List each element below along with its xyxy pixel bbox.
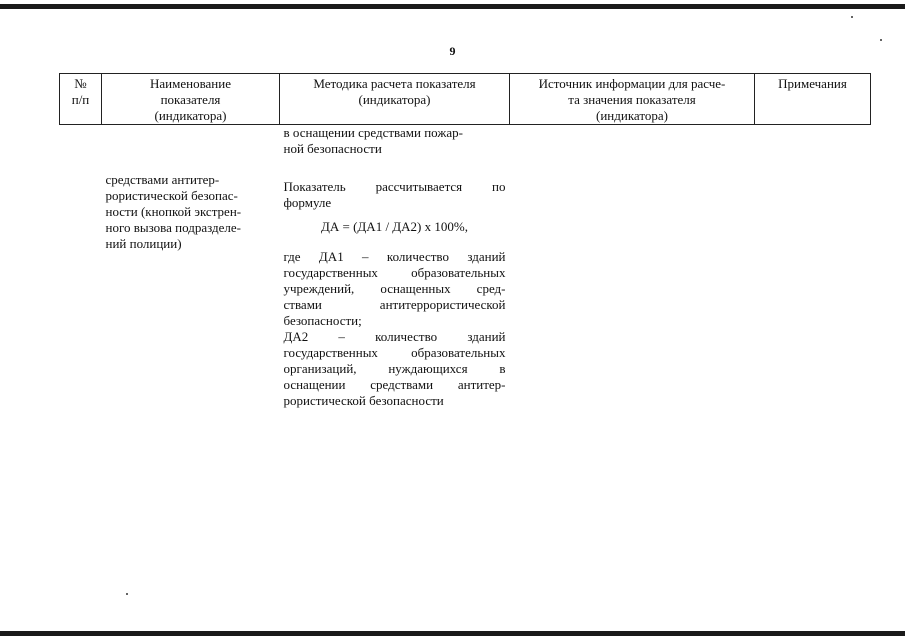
formula: ДА = (ДА1 / ДА2) х 100%, [321,219,468,234]
method-intro-line: Показатель рассчитывается по [283,179,506,194]
method-definition-line: где ДА1 – количество зданий [283,249,506,264]
method-definition-line: государственных образовательных [283,345,506,360]
name-line: ности (кнопкой экстрен- [105,204,242,219]
method-definition-line: ствами антитеррористической [283,297,506,312]
header-source [510,74,755,125]
header-name-line: показателя [160,92,221,107]
method-continuation-line: в оснащении средствами пожар- [283,125,463,140]
header-num [60,74,102,125]
cell-source [510,125,755,410]
header-source-line: та значения показателя [568,92,696,107]
name-line: ний полиции) [105,236,182,251]
scan-border-top [0,4,905,9]
cell-notes [755,125,871,410]
scan-speck [126,593,128,595]
name-line: средствами антитер- [105,172,220,187]
scan-speck [880,39,882,41]
method-definition-line: оснащении средствами антитер- [283,377,506,392]
header-source-line: (индикатора) [596,108,668,123]
header-num-line: п/п [71,92,90,107]
header-name-line: Наименование [150,76,231,91]
header-source-line: Источник информации для расче- [538,76,726,91]
header-method [280,74,510,125]
cell-name [102,125,280,410]
table-header-row [60,74,871,125]
header-notes-line: Примечания [778,76,847,91]
spacer [284,157,506,179]
method-definition-line: государственных образовательных [283,265,506,280]
scan-border-bottom [0,631,905,636]
header-num-line: № [74,76,87,91]
name-line: ного вызова подразделе- [105,220,241,235]
method-definition-line: организаций, нуждающихся в [283,361,506,376]
scan-speck [851,16,853,18]
cell-method [280,125,510,410]
method-definition-line: безопасности; [283,313,362,328]
table-row [60,125,871,410]
method-continuation-line: ной безопасности [283,141,382,156]
method-definition-line: ДА2 – количество зданий [283,329,506,344]
header-name [102,74,280,125]
cell-num [60,125,102,410]
header-notes [755,74,871,125]
name-line: рористической безопас- [105,188,238,203]
indicators-table [59,73,871,409]
method-intro-line: формуле [283,195,332,210]
page-number: 9 [449,44,456,58]
header-name-line: (индикатора) [154,108,227,123]
method-definition-line: рористической безопасности [283,393,444,408]
header-method-line: Методика расчета показателя [313,76,476,91]
method-definition-line: учреждений, оснащенных сред- [283,281,506,296]
header-method-line: (индикатора) [358,92,431,107]
